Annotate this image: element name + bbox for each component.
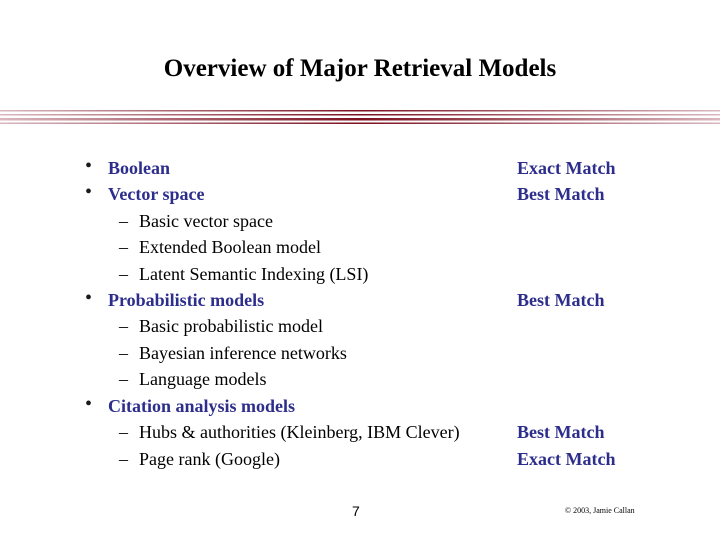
list-item — [0, 155, 720, 181]
dash-icon: – — [119, 264, 128, 284]
copyright-notice: © 2003, Jamie Callan — [565, 506, 635, 515]
dash-icon: – — [119, 211, 128, 231]
submodel-label: Hubs & authorities (Kleinberg, IBM Clever) — [139, 422, 460, 442]
list-item — [0, 261, 720, 287]
submodel-label: Bayesian inference networks — [139, 343, 347, 363]
bullet-icon: • — [85, 393, 93, 415]
list-item — [0, 287, 720, 313]
dash-icon: – — [119, 316, 128, 336]
submodel-label: Language models — [139, 369, 267, 389]
title-divider — [0, 108, 720, 128]
list-item — [0, 366, 720, 392]
model-label: Citation analysis models — [108, 396, 296, 416]
list-item — [0, 208, 720, 234]
dash-icon: – — [119, 449, 128, 469]
submodel-label: Basic probabilistic model — [139, 316, 323, 336]
match-type: Best Match — [517, 422, 605, 442]
dash-icon: – — [119, 343, 128, 363]
page-number: 7 — [352, 503, 360, 519]
dash-icon: – — [119, 237, 128, 257]
dash-icon: – — [119, 369, 128, 389]
bullet-icon: • — [85, 155, 93, 177]
match-type: Exact Match — [517, 158, 616, 178]
dash-icon: – — [119, 422, 128, 442]
match-type: Best Match — [517, 184, 605, 204]
bullet-icon: • — [85, 287, 93, 309]
submodel-label: Basic vector space — [139, 211, 273, 231]
list-item — [0, 340, 720, 366]
list-item — [0, 181, 720, 207]
list-item — [0, 419, 720, 445]
model-label: Vector space — [108, 184, 205, 204]
slide-title: Overview of Major Retrieval Models — [163, 55, 557, 82]
list-item — [0, 313, 720, 339]
list-item — [0, 393, 720, 419]
submodel-label: Page rank (Google) — [139, 449, 280, 469]
match-type: Best Match — [517, 290, 605, 310]
list-item — [0, 234, 720, 260]
match-type: Exact Match — [517, 449, 616, 469]
list-item — [0, 446, 720, 472]
submodel-label: Extended Boolean model — [139, 237, 321, 257]
model-label: Boolean — [108, 158, 171, 178]
submodel-label: Latent Semantic Indexing (LSI) — [139, 264, 369, 284]
bullet-icon: • — [85, 181, 93, 203]
model-label: Probabilistic models — [108, 290, 265, 310]
